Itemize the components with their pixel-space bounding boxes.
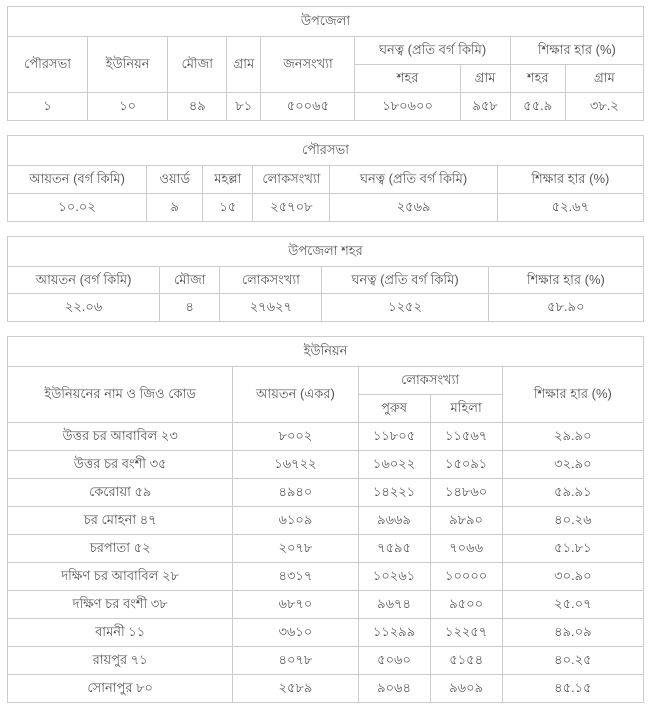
table-row xyxy=(8,294,644,322)
column-header: আয়তন (বর্গ কিমি) xyxy=(8,165,147,193)
table-cell: ১৫ xyxy=(203,193,253,221)
column-header: শিক্ষার হার (%) xyxy=(488,266,643,294)
header-row xyxy=(8,36,644,64)
table-row xyxy=(8,562,644,590)
column-header: লোকসংখ্যা xyxy=(358,367,502,395)
table-cell: ১২৫২ xyxy=(322,294,488,322)
table-cell: ৩৮.২ xyxy=(565,92,643,120)
column-header: শহর xyxy=(510,64,565,92)
table-cell: দক্ষিণ চর বংশী ৩৮ xyxy=(8,590,233,618)
table-cell: ৯৬৭৪ xyxy=(358,590,430,618)
table-cell: ২২.০৬ xyxy=(8,294,160,322)
column-header: গ্রাম xyxy=(460,64,510,92)
column-header: মহল্লা xyxy=(203,165,253,193)
column-header: ঘনত্ব (প্রতি বর্গ কিমি) xyxy=(322,266,488,294)
table-cell: ৭০৬৬ xyxy=(430,534,502,562)
table-cell: ৪৫.১৫ xyxy=(502,674,643,702)
column-header: শিক্ষার হার (%) xyxy=(502,367,643,423)
table-title: পৌরসভা xyxy=(8,135,644,165)
table-cell: ৩৬১০ xyxy=(233,618,358,646)
table-cell: উত্তর চর আবাবিল ২৩ xyxy=(8,423,233,451)
table-cell: ৫২.৬৭ xyxy=(497,193,643,221)
table-cell: ৩২.৯০ xyxy=(502,451,643,479)
table-cell: ১৬৭২২ xyxy=(233,451,358,479)
column-header: মৌজা xyxy=(160,266,220,294)
table-cell: বামনী ১১ xyxy=(8,618,233,646)
column-header: মৌজা xyxy=(168,36,227,92)
table-cell: ৪ xyxy=(160,294,220,322)
table-cell: ৫১৫৪ xyxy=(430,646,502,674)
table-cell: ১১৫৬৭ xyxy=(430,423,502,451)
table-cell: ৫০০৬৫ xyxy=(261,92,355,120)
table-title-row xyxy=(8,236,644,266)
column-header: গ্রাম xyxy=(565,64,643,92)
header-row xyxy=(8,266,644,294)
column-header: শিক্ষার হার (%) xyxy=(497,165,643,193)
table-cell: ৫৯.৯১ xyxy=(502,479,643,507)
table-cell: রায়পুর ৭১ xyxy=(8,646,233,674)
column-header: গ্রাম xyxy=(227,36,261,92)
table-cell: ৯৮৯০ xyxy=(430,507,502,535)
column-header: ঘনত্ব (প্রতি বর্গ কিমি) xyxy=(355,36,510,64)
table-cell: ৮০০২ xyxy=(233,423,358,451)
table-row xyxy=(8,646,644,674)
table-cell: ২৯.৯০ xyxy=(502,423,643,451)
table-cell: ৫৫.৯ xyxy=(510,92,565,120)
table-cell: ১১৮০৫ xyxy=(358,423,430,451)
header-row xyxy=(8,367,644,395)
table-cell: দক্ষিণ চর আবাবিল ২৮ xyxy=(8,562,233,590)
column-header: শিক্ষার হার (%) xyxy=(510,36,643,64)
column-header: আয়তন (একর) xyxy=(233,367,358,423)
column-header: লোকসংখ্যা xyxy=(220,266,322,294)
table-row xyxy=(8,507,644,535)
table-title-row xyxy=(8,135,644,165)
table-cell: ৬৮৭০ xyxy=(233,590,358,618)
table-cell: ২৫৮৯ xyxy=(233,674,358,702)
column-header: মহিলা xyxy=(430,395,502,423)
table-row xyxy=(8,618,644,646)
table-cell: সোনাপুর ৮০ xyxy=(8,674,233,702)
table-row xyxy=(8,534,644,562)
table-cell: ৯৫০০ xyxy=(430,590,502,618)
table-upazila-town xyxy=(7,236,644,323)
table-row xyxy=(8,423,644,451)
table-cell: ৪০.২৫ xyxy=(502,646,643,674)
column-header: পুরুষ xyxy=(358,395,430,423)
column-header: লোকসংখ্যা xyxy=(253,165,330,193)
table-row xyxy=(8,479,644,507)
table-cell: ৯৬০৯ xyxy=(430,674,502,702)
table-cell: ২০৭৮ xyxy=(233,534,358,562)
column-header: ইউনিয়নের নাম ও জিও কোড xyxy=(8,367,233,423)
table-cell: ৪৯ xyxy=(168,92,227,120)
table-cell: ১ xyxy=(8,92,88,120)
table-cell: উত্তর চর বংশী ৩৫ xyxy=(8,451,233,479)
table-cell: ১০০০০ xyxy=(430,562,502,590)
table-cell: ৫০৬০ xyxy=(358,646,430,674)
table-cell: ৪৯.০৯ xyxy=(502,618,643,646)
table-cell: কেরোয়া ৫৯ xyxy=(8,479,233,507)
table-title: ইউনিয়ন xyxy=(8,337,644,367)
table-cell: ১১২৯৯ xyxy=(358,618,430,646)
column-header: আয়তন (বর্গ কিমি) xyxy=(8,266,160,294)
table-row xyxy=(8,92,644,120)
table-cell: ১০২৬১ xyxy=(358,562,430,590)
column-header: পৌরসভা xyxy=(8,36,88,92)
table-cell: ২৫৭০৮ xyxy=(253,193,330,221)
table-cell: ২৫৬৯ xyxy=(330,193,497,221)
table-row xyxy=(8,590,644,618)
table-pourashava xyxy=(7,135,644,222)
table-title-row xyxy=(8,337,644,367)
table-row xyxy=(8,674,644,702)
table-title: উপজেলা xyxy=(8,7,644,37)
column-header: জনসংখ্যা xyxy=(261,36,355,92)
table-cell: ৪০৭৮ xyxy=(233,646,358,674)
column-header: ওয়ার্ড xyxy=(147,165,203,193)
table-cell: ১৪২২১ xyxy=(358,479,430,507)
table-cell: ১০.০২ xyxy=(8,193,147,221)
table-cell: ৯০৬৪ xyxy=(358,674,430,702)
table-cell: ৫১.৮১ xyxy=(502,534,643,562)
table-cell: ৯৫৮ xyxy=(460,92,510,120)
table-union xyxy=(7,336,644,702)
table-cell: ১৮০৬০০ xyxy=(355,92,460,120)
table-cell: ১০ xyxy=(88,92,168,120)
table-cell: ৬১০৯ xyxy=(233,507,358,535)
column-header: শহর xyxy=(355,64,460,92)
table-cell: ২৫.০৭ xyxy=(502,590,643,618)
table-cell: ২৭৬২৭ xyxy=(220,294,322,322)
table-cell: ১২২৫৭ xyxy=(430,618,502,646)
table-cell: ৯৬৬৯ xyxy=(358,507,430,535)
table-cell: ১৫০৯১ xyxy=(430,451,502,479)
column-header: ঘনত্ব (প্রতি বর্গ কিমি) xyxy=(330,165,497,193)
table-row xyxy=(8,193,644,221)
table-title-row xyxy=(8,7,644,37)
table-cell: ৪৩১৭ xyxy=(233,562,358,590)
table-cell: ৭৫৯৫ xyxy=(358,534,430,562)
table-cell: চর মোহনা ৪৭ xyxy=(8,507,233,535)
header-row xyxy=(8,165,644,193)
table-cell: ১৬০২২ xyxy=(358,451,430,479)
column-header: ইউনিয়ন xyxy=(88,36,168,92)
table-title: উপজেলা শহর xyxy=(8,236,644,266)
table-cell: ১৪৮৬০ xyxy=(430,479,502,507)
table-row xyxy=(8,451,644,479)
table-upazila xyxy=(7,6,644,121)
table-cell: ৫৮.৯০ xyxy=(488,294,643,322)
table-cell: ৮১ xyxy=(227,92,261,120)
table-cell: ৩০.৯০ xyxy=(502,562,643,590)
table-cell: ৪৯৪০ xyxy=(233,479,358,507)
table-cell: ৪০.২৬ xyxy=(502,507,643,535)
table-cell: চরপাতা ৫২ xyxy=(8,534,233,562)
table-cell: ৯ xyxy=(147,193,203,221)
